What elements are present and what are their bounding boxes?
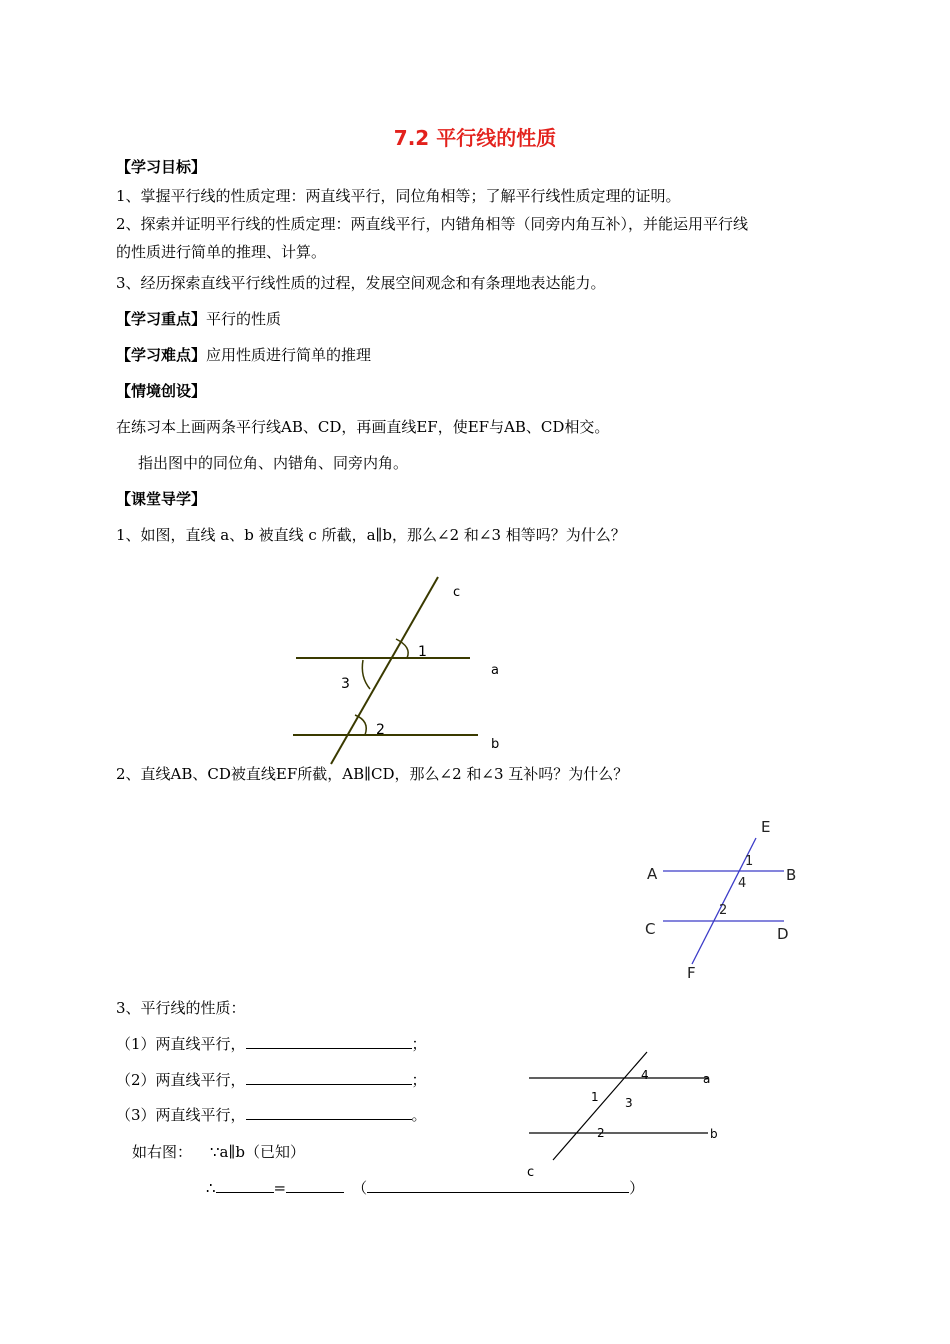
scenario-line-1: 在练习本上画两条平行线AB、CD，再画直线EF，使EF与AB、CD相交。 xyxy=(116,418,610,436)
fig3-label-a: a xyxy=(703,1072,711,1086)
reason-paren-open: （ xyxy=(352,1179,368,1197)
fig1-label-1: 1 xyxy=(418,644,427,660)
difficulty-heading: 【学习难点】 xyxy=(116,346,207,364)
fig3-label-2: 2 xyxy=(597,1126,605,1140)
scenario-heading: 【情境创设】 xyxy=(116,382,207,400)
fig1-label-c: c xyxy=(453,585,461,600)
therefore-blank-right[interactable] xyxy=(286,1178,344,1193)
example-row xyxy=(132,1141,305,1162)
goals-heading: 【学习目标】 xyxy=(116,158,207,176)
property-1-label: （1）两直线平行， xyxy=(116,1035,246,1053)
property-2-label: （2）两直线平行， xyxy=(116,1071,246,1089)
goal-item-2-line2: 的性质进行简单的推理、计算。 xyxy=(116,243,327,261)
goal-item-1: 1、掌握平行线的性质定理：两直线平行，同位角相等；了解平行线性质定理的证明。 xyxy=(116,187,681,205)
fig2-label-f: F xyxy=(687,964,696,982)
goal-item-2-line1: 2、探索并证明平行线的性质定理：两直线平行，内错角相等（同旁内角互补），并能运用平行线 xyxy=(116,215,749,233)
property-1-blank[interactable] xyxy=(246,1034,412,1049)
focus-row xyxy=(116,308,281,329)
property-3 xyxy=(116,1104,427,1125)
fig1-label-3: 3 xyxy=(341,676,350,692)
therefore-blank-left[interactable] xyxy=(216,1178,274,1193)
fig1-label-2: 2 xyxy=(376,722,385,738)
scenario-line-2: 指出图中的同位角、内错角、同旁内角。 xyxy=(138,454,409,472)
fig3-label-b: b xyxy=(710,1127,718,1141)
property-3-label: （3）两直线平行， xyxy=(116,1106,246,1124)
fig1-label-b: b xyxy=(491,737,500,752)
because-statement: ∵a∥b（已知） xyxy=(210,1143,306,1161)
fig3-label-c: c xyxy=(527,1165,535,1180)
fig2-label-2: 2 xyxy=(719,903,728,918)
question-2: 2、直线AB、CD被直线EF所截，AB∥CD，那么∠2 和∠3 互补吗？为什么？ xyxy=(116,765,629,783)
difficulty-row xyxy=(116,344,371,365)
fig3-label-1: 1 xyxy=(591,1090,599,1104)
fig3-label-4: 4 xyxy=(641,1068,649,1082)
property-3-end: 。 xyxy=(411,1106,427,1124)
focus-text: 平行的性质 xyxy=(206,310,282,328)
property-3-blank[interactable] xyxy=(246,1105,412,1120)
fig3-line-c xyxy=(553,1052,647,1160)
property-2-blank[interactable] xyxy=(246,1070,412,1085)
example-prefix: 如右图： xyxy=(132,1143,193,1161)
fig1-label-a: a xyxy=(491,663,499,678)
reason-paren-close: ） xyxy=(629,1179,645,1197)
figure-1 xyxy=(280,570,520,770)
property-2-end: ； xyxy=(411,1071,427,1089)
property-2 xyxy=(116,1069,427,1090)
question-3: 3、平行线的性质： xyxy=(116,999,246,1017)
question-1: 1、如图，直线 a、b 被直线 c 所截，a∥b，那么∠2 和∠3 相等吗？为什么？ xyxy=(116,526,626,544)
fig2-label-4: 4 xyxy=(738,876,747,891)
focus-heading: 【学习重点】 xyxy=(116,310,207,328)
page-title: 7.2 平行线的性质 xyxy=(393,126,557,150)
goal-item-3: 3、经历探索直线平行线性质的过程，发展空间观念和有条理地表达能力。 xyxy=(116,274,606,292)
guide-heading: 【课堂导学】 xyxy=(116,490,207,508)
equals-sign: = xyxy=(273,1179,287,1197)
fig2-label-1: 1 xyxy=(745,854,754,869)
fig2-label-b: B xyxy=(786,866,797,884)
figure-3 xyxy=(520,1045,730,1185)
figure-2 xyxy=(640,812,810,984)
difficulty-text: 应用性质进行简单的推理 xyxy=(206,346,372,364)
property-1 xyxy=(116,1033,427,1054)
fig2-label-c: C xyxy=(645,920,656,938)
fig2-label-e: E xyxy=(761,818,771,836)
fig1-arc-3 xyxy=(362,660,370,689)
fig2-label-a: A xyxy=(647,865,658,883)
property-1-end: ； xyxy=(411,1035,427,1053)
therefore-symbol: ∴ xyxy=(206,1179,216,1197)
fig3-label-3: 3 xyxy=(625,1096,633,1110)
fig2-label-d: D xyxy=(777,925,789,943)
